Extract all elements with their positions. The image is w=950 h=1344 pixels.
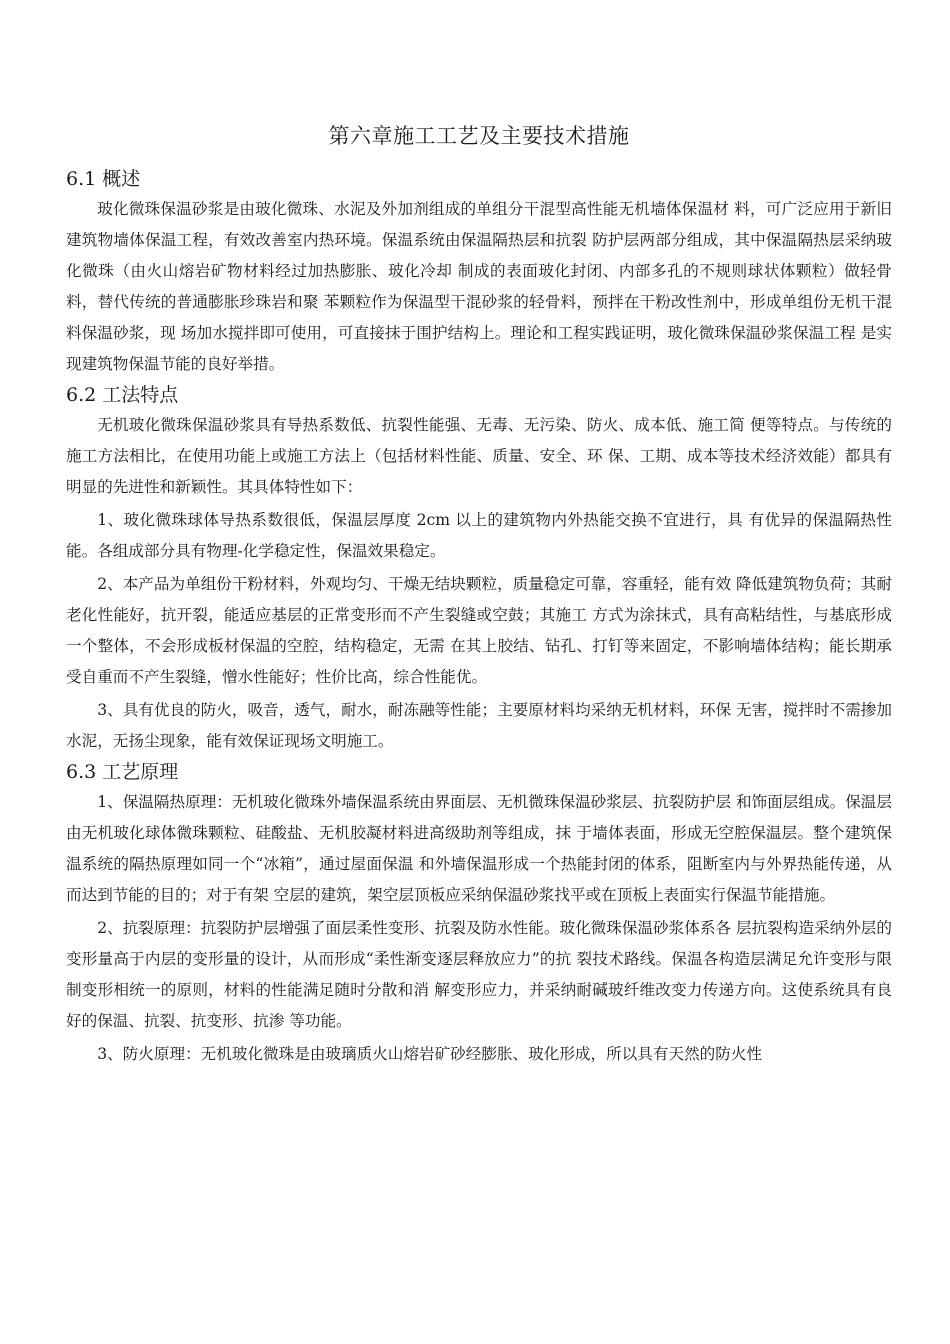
section-heading: 6.1 概述 (66, 168, 141, 190)
list-item-paragraph: 3、防火原理：无机玻化微珠是由玻璃质火山熔岩矿砂经膨胀、玻化形成，所以具有天然的防火性 (97, 1045, 763, 1063)
list-item-paragraph: 1、保温隔热原理：无机玻化微珠外墙保温系统由界面层、无机微珠保温砂浆层、抗裂防护层 和饰面层组成。保温层由无机玻化球体微珠颗粒、硅酸盐、无机胶凝材料进高级助剂等组成，抹 于墙体表面，形成无空腔保温层。整个建筑保温系统的隔热原理如同一个“冰箱”，通过屋面保温 和外墙保温形成一个热能封闭的体系，阻断室内与外界热能传递，从而达到节能的目的；对于有架 空层的建筑，架空层顶板应采纳保温砂浆找平或在顶板上表面实行保温节能措施。 (66, 793, 892, 904)
document-page (66, 118, 892, 1070)
section-heading: 6.2 工法特点 (66, 384, 179, 406)
list-item-paragraph: 2、本产品为单组份干粉材料，外观均匀、干燥无结块颗粒，质量稳定可靠，容重轻，能有效 降低建筑物负荷；其耐老化性能好，抗开裂，能适应基层的正常变形而不产生裂缝或空鼓；其施工 方式为涂抹式，具有高粘结性，与基底形成一个整体，不会形成板材保温的空腔，结构稳定，无需 在其上胶结、钻孔、打钉等来固定，不影响墙体结构；能长期承受自重而不产生裂缝，憎水性能好；性价比高，综合性能优。 (66, 575, 892, 686)
section-features (66, 380, 892, 757)
list-item-paragraph: 2、抗裂原理：抗裂防护层增强了面层柔性变形、抗裂及防水性能。玻化微珠保温砂浆体系各 层抗裂构造采纳外层的变形量高于内层的变形量的设计，从而形成“柔性渐变逐层释放应力”的抗 裂技术路线。保温各构造层满足允许变形与限制变形相统一的原则，材料的性能满足随时分散和消 解变形应力，并采纳耐碱玻纤维改变力传递方向。这使系统具有良好的保温、抗裂、抗变形、抗渗 等功能。 (66, 919, 892, 1030)
paragraph: 无机玻化微珠保温砂浆具有导热系数低、抗裂性能强、无毒、无污染、防火、成本低、施工简 便等特点。与传统的施工方法相比，在使用功能上或施工方法上（包括材料性能、质量、安全、环 保、工期、成本等技术经济效能）都具有明显的先进性和新颖性。其具体特性如下： (66, 416, 892, 496)
section-heading: 6.3 工艺原理 (66, 761, 179, 783)
section-principles (66, 757, 892, 1070)
chapter-title: 第六章施工工艺及主要技术措施 (328, 124, 630, 148)
paragraph: 玻化微珠保温砂浆是由玻化微珠、水泥及外加剂组成的单组分干混型高性能无机墙体保温材 料，可广泛应用于新旧建筑物墙体保温工程，有效改善室内热环境。保温系统由保温隔热层和抗裂 防护层两部分组成，其中保温隔热层采纳玻化微珠（由火山熔岩矿物材料经过加热膨胀、玻化冷却 制成的表面玻化封闭、内部多孔的不规则球状体颗粒）做轻骨料，替代传统的普通膨胀珍珠岩和聚 苯颗粒作为保温型干混砂浆的轻骨料，预拌在干粉改性剂中，形成单组份无机干混料保温砂浆，现 场加水搅拌即可使用，可直接抹于围护结构上。理论和工程实践证明，玻化微珠保温砂浆保温工程 是实现建筑物保温节能的良好举措。 (66, 200, 892, 373)
list-item-paragraph: 1、玻化微珠球体导热系数很低，保温层厚度 2cm 以上的建筑物内外热能交换不宜进行，具 有优异的保温隔热性能。各组成部分具有物理-化学稳定性，保温效果稳定。 (66, 511, 892, 560)
list-item-paragraph: 3、具有优良的防火，吸音，透气，耐水，耐冻融等性能；主要原材料均采纳无机材料，环保 无害，搅拌时不需掺加水泥，无扬尘现象，能有效保证现场文明施工。 (66, 701, 892, 750)
section-overview (66, 164, 892, 380)
